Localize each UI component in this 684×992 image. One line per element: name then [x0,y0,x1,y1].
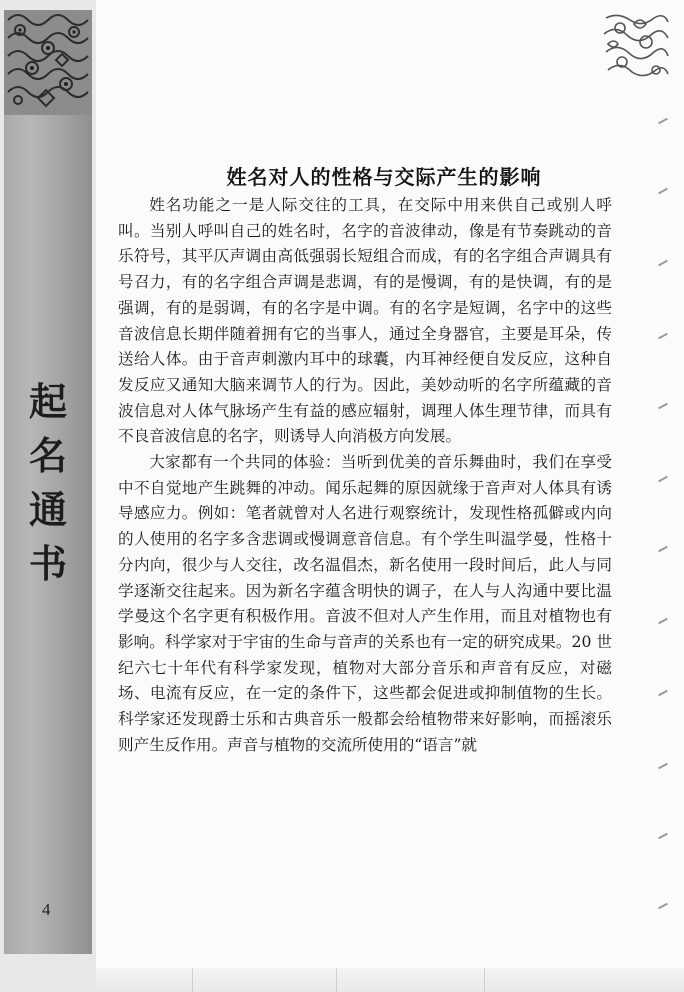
book-title-char: 起 [28,379,67,424]
page-edge-mark [658,763,668,769]
page-bottom-edge [96,968,684,992]
book-title-char: 名 [28,433,67,478]
corner-ornament-pattern [600,10,672,84]
page-edge-mark [658,403,668,409]
page-edge-mark [658,546,668,552]
page-edge-mark [658,118,668,124]
page-number: 4 [42,900,51,919]
sidebar-ornament-pattern [4,10,92,115]
page-edge-mark [658,476,668,482]
page-edge-mark [658,690,668,696]
page-edge-mark [658,618,668,624]
article-title: 姓名对人的性格与交际产生的影响 [226,165,542,190]
article-paragraph: 大家都有一个共同的体验：当听到优美的音乐舞曲时，我们在享受中不自觉地产生跳舞的冲动。闻乐起舞的原因就缘于音声对人体具有诱导感应力。例如：笔者就曾对人名进行观察统计，发现性格孤僻或内向的人使用的名字多含悲调或慢调意音信息。有个学生叫温学曼，性格十分内向，很少与人交往，改名温倡杰，新名使用一段时间后，此人与同学逐渐交往起来。因为新名字蕴含明快的调子，在人与人沟通中要比温学曼这个名字更有积极作用。音波不但对人产生作用，而且对植物也有影响。科学家对于宇宙的生命与音声的关系也有一定的研究成果。20 世纪六七十年代有科学家发现，植物对大部分音乐和声音有反应，对磁场、电流有反应，在一定的条件下，这些都会促进或抑制值物的生长。科学家还发现爵士乐和古典音乐一般都会给植物带来好影响，而摇滚乐则产生反作用。声音与植物的交流所使用的“语言”就 [118,453,612,754]
page-edge-mark [658,903,668,909]
book-title-vertical [22,375,74,591]
page-edge-mark [658,333,668,339]
page-edge-mark [658,188,668,194]
book-title-char: 书 [28,541,67,586]
sidebar [0,0,96,992]
page-edge-mark [658,260,668,266]
book-title-char: 通 [28,487,67,532]
article-paragraph: 姓名功能之一是人际交往的工具，在交际中用来供自己或别人呼叫。当别人呼叫自己的姓名时，名字的音波律动，像是有节奏跳动的音乐符号，其平仄声调由高低强弱长短组合而成，有的名字组合声调具有号召力，有的名字组合声调是悲调，有的是慢调，有的是快调，有的是强调，有的是弱调，有的名字是中调。有的名字是短调，名字中的这些音波信息长期伴随着拥有它的当事人，通过全身器官，主要是耳朵，传送给人体。由于音声刺激内耳中的球囊，内耳神经便自发反应，这种自发反应又通知大脑来调节人的行为。因此，美妙动听的名字所蕴藏的音波信息对人体气脉场产生有益的感应辐射，调理人体生理节律，而具有不良音波信息的名字，则诱导人向消极方向发展。 [118,196,612,446]
article-body [118,193,612,758]
page-edge-mark [658,833,668,839]
